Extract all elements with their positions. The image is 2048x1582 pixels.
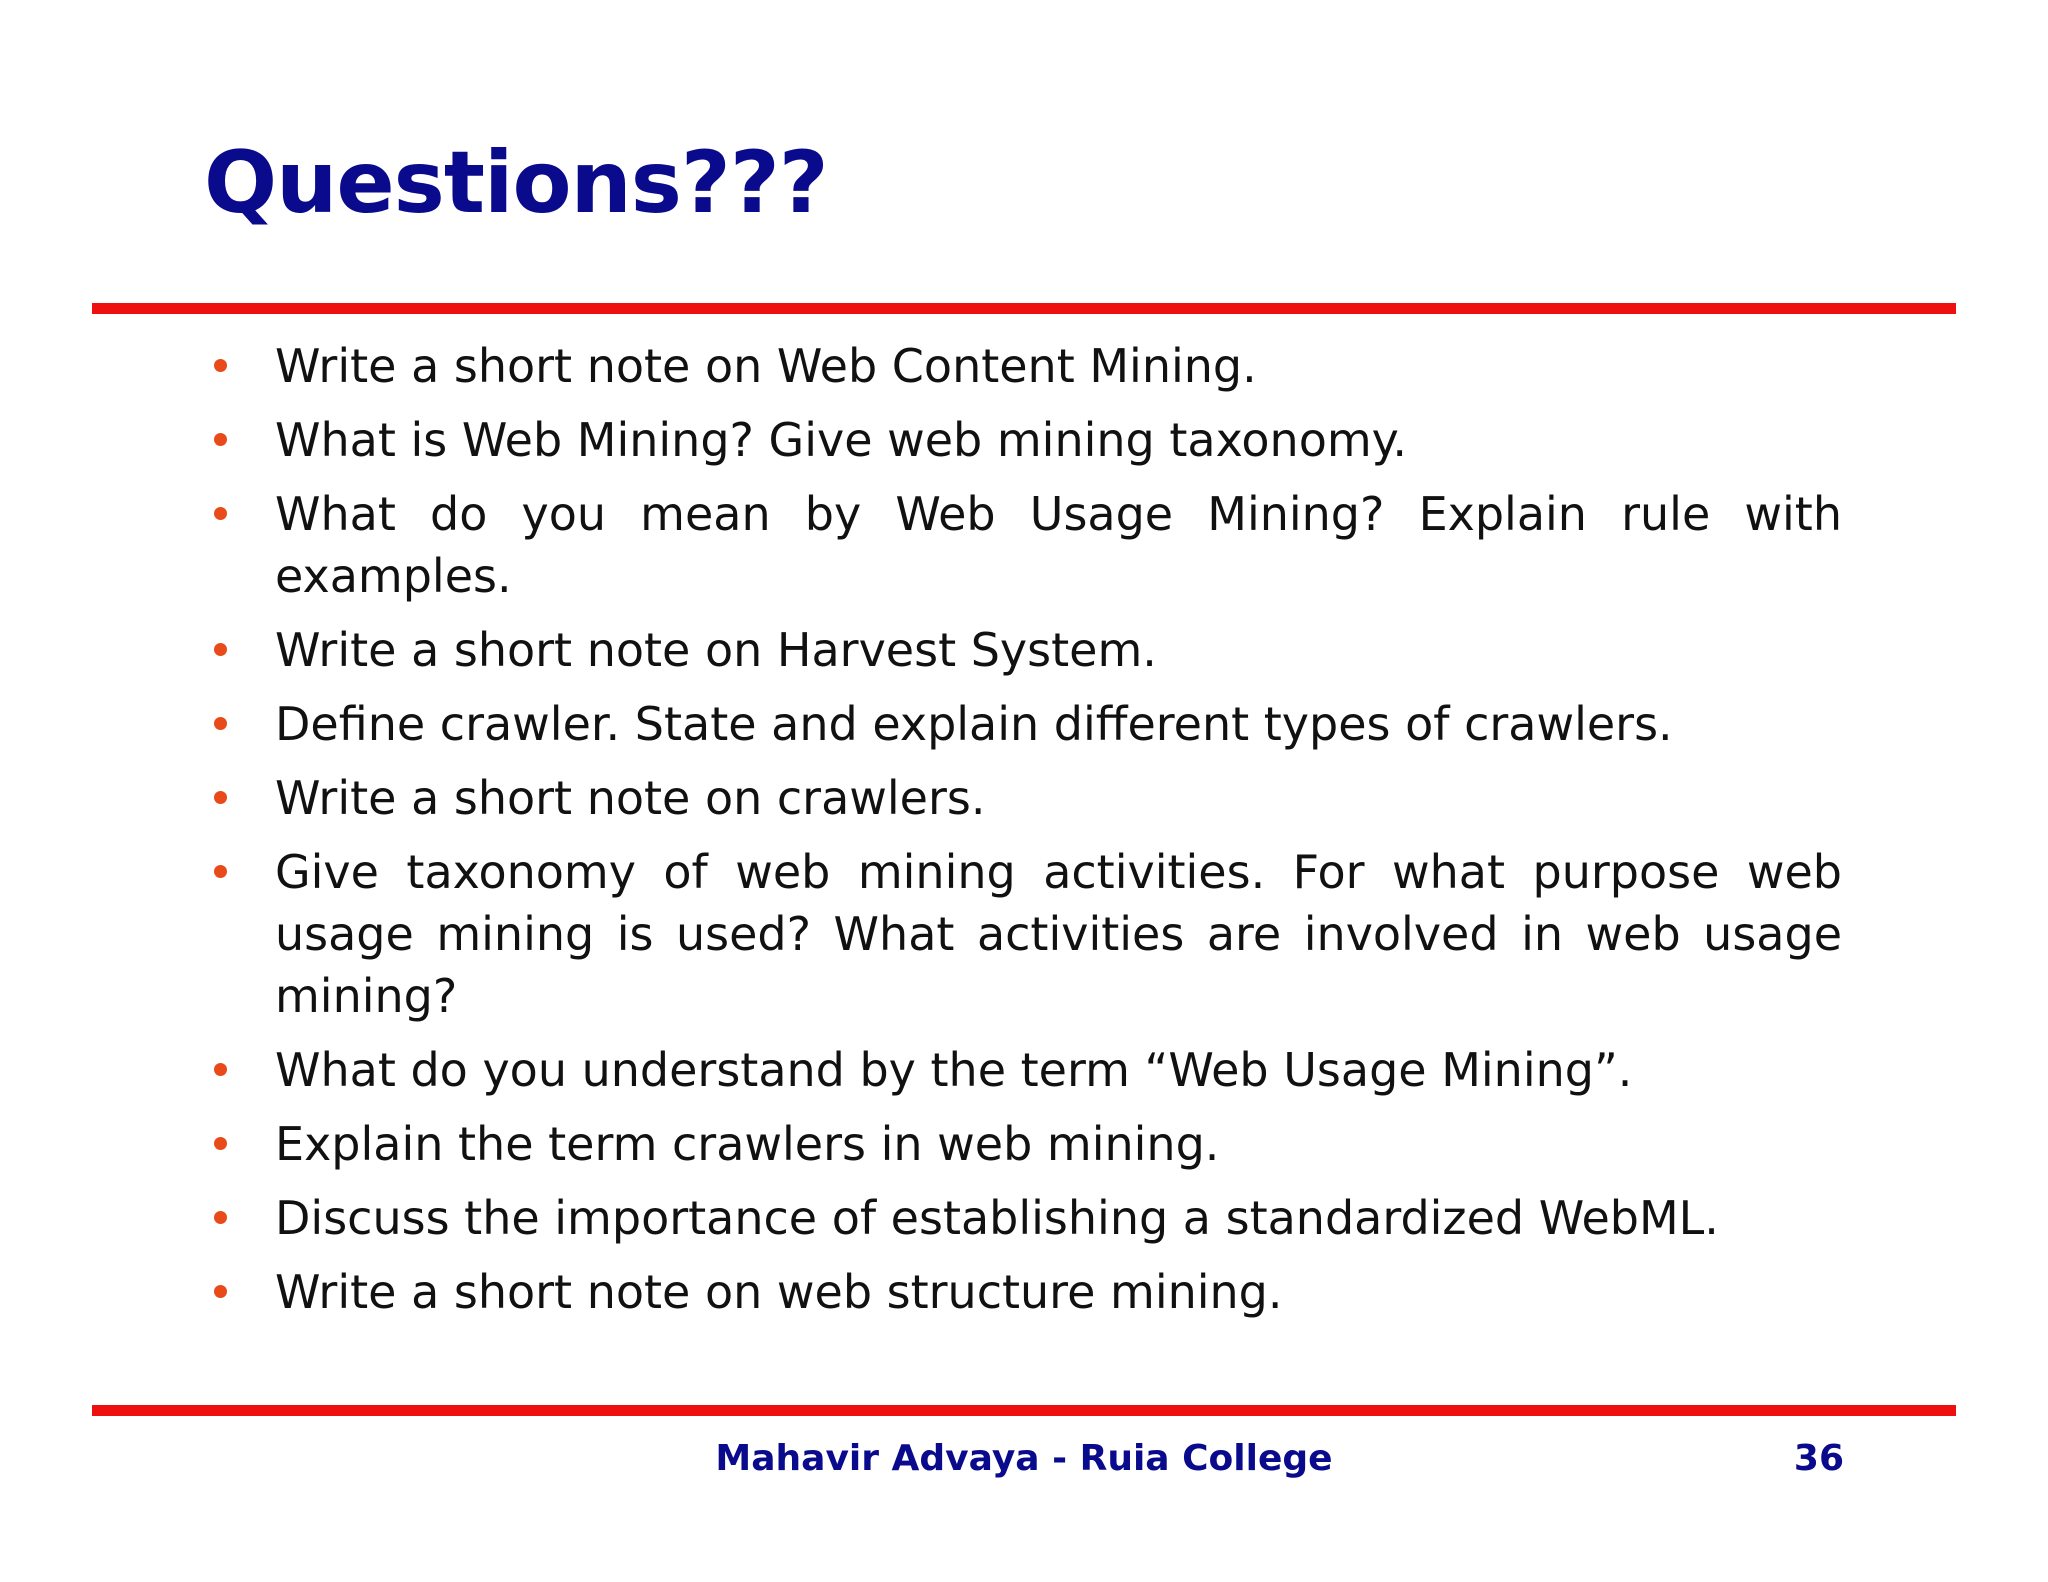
list-item-text: What is Web Mining? Give web mining taxonomy. [275, 413, 1407, 467]
list-item [204, 1039, 1842, 1101]
list-item [204, 483, 1842, 607]
page-number: 36 [1793, 1438, 1844, 1479]
list-item [204, 409, 1842, 471]
list-item-text: What do you mean by Web Usage Mining? Explain rule with examples. [275, 487, 1842, 603]
list-item-text: Write a short note on crawlers. [275, 771, 986, 825]
list-item [204, 335, 1842, 397]
list-item-text: Write a short note on Web Content Mining. [275, 339, 1257, 393]
bullet-icon [214, 507, 227, 520]
list-item-text: Write a short note on Harvest System. [275, 623, 1157, 677]
footer-text: Mahavir Advaya - Ruia College [715, 1438, 1333, 1479]
list-item [204, 1261, 1842, 1323]
list-item-text: What do you understand by the term “Web Usage Mining”. [275, 1043, 1633, 1097]
bullet-icon [214, 643, 227, 656]
list-item [204, 1113, 1842, 1175]
top-divider [92, 303, 1956, 314]
list-item-text: Explain the term crawlers in web mining. [275, 1117, 1220, 1171]
list-item-text: Discuss the importance of establishing a standardized WebML. [275, 1191, 1719, 1245]
list-item [204, 767, 1842, 829]
list-item [204, 693, 1842, 755]
bullet-icon [214, 1211, 227, 1224]
list-item [204, 619, 1842, 681]
bullet-icon [214, 791, 227, 804]
list-item-text: Write a short note on web structure mining. [275, 1265, 1283, 1319]
bullet-icon [214, 359, 227, 372]
bullet-icon [214, 1063, 227, 1076]
list-item [204, 841, 1842, 1027]
bullet-icon [214, 1285, 227, 1298]
question-list [204, 335, 1842, 1335]
bullet-icon [214, 1137, 227, 1150]
list-item [204, 1187, 1842, 1249]
list-item-text: Give taxonomy of web mining activities. For what purpose web usage mining is used? What activities are involved in web usage mining? [275, 845, 1842, 1023]
slide-title: Questions??? [204, 133, 828, 233]
bullet-icon [214, 717, 227, 730]
bottom-divider [92, 1405, 1956, 1416]
list-item-text: Define crawler. State and explain different types of crawlers. [275, 697, 1673, 751]
bullet-icon [214, 433, 227, 446]
bullet-icon [214, 865, 227, 878]
